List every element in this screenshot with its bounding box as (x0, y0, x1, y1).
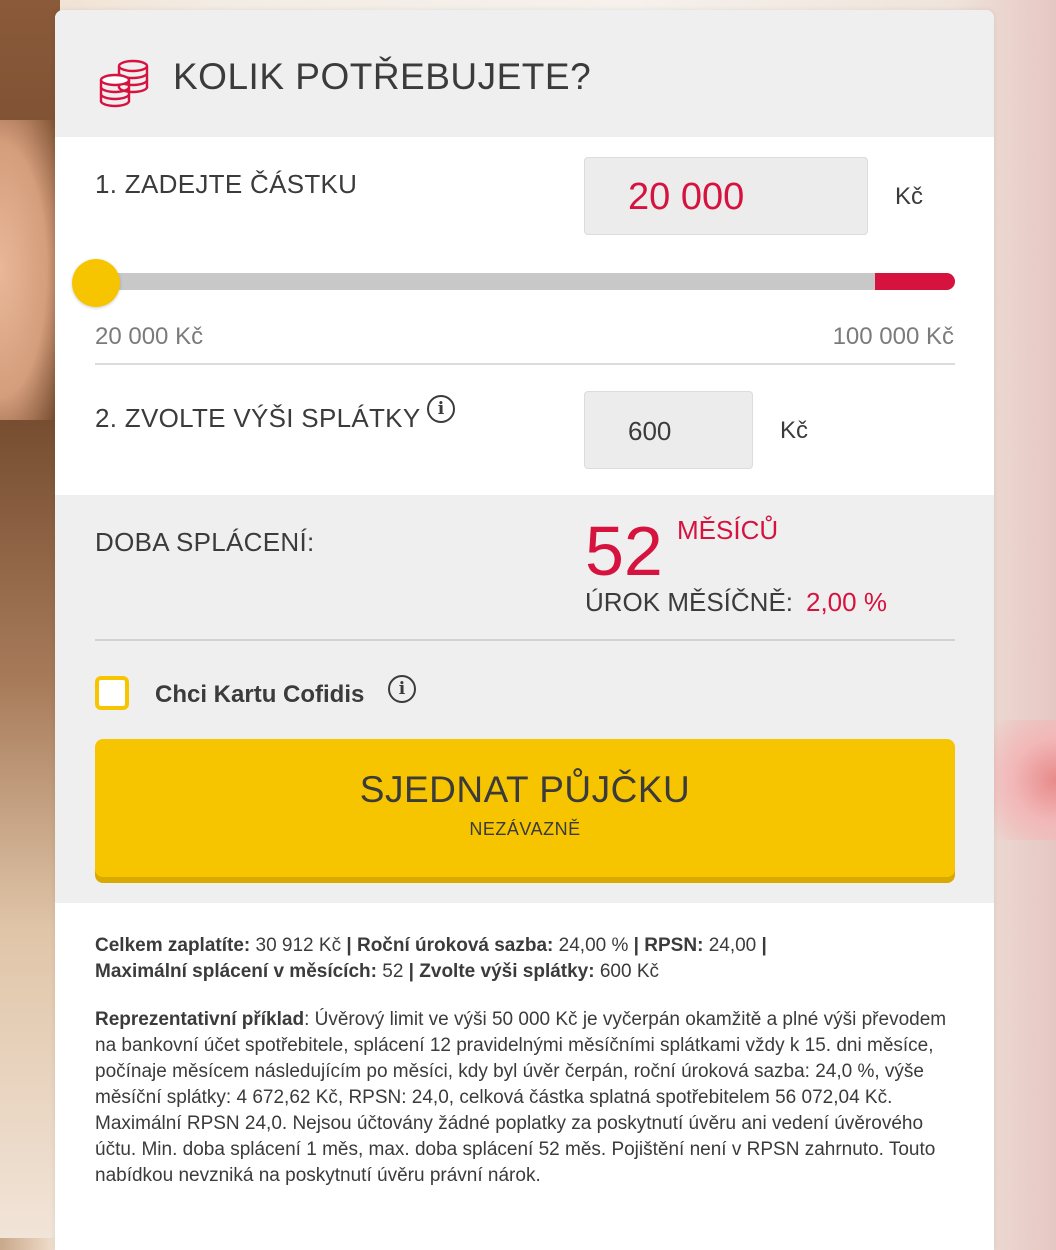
arrange-loan-button-label: SJEDNAT PŮJČKU (359, 769, 691, 810)
representative-example (95, 1007, 954, 1189)
duration-months-value: 52 (585, 512, 663, 590)
amount-slider-end (875, 273, 955, 290)
arrange-loan-button-sublabel: NEZÁVAZNĚ (469, 819, 581, 839)
info-icon[interactable]: i (427, 395, 455, 423)
installment-input[interactable]: 600 (584, 391, 753, 469)
calculator-title: KOLIK POTŘEBUJETE? (173, 56, 592, 97)
installment-section (55, 365, 994, 495)
card-cofidis-label[interactable]: Chci Kartu Cofidis (155, 681, 365, 708)
monthly-rate-value: 2,00 % (806, 587, 887, 617)
monthly-rate-label: ÚROK MĚSÍČNĚ: (585, 587, 794, 617)
coins-icon (97, 54, 153, 110)
duration-label: DOBA SPLÁCENÍ: (95, 527, 315, 557)
amount-slider-handle[interactable] (72, 259, 120, 307)
summary-line: Celkem zaplatíte: 30 912 Kč | Roční úroková sazba: 24,00 % | RPSN: 24,00 | Maximální splácení v měsících: 52 | Zvolte výši splátky: 600 Kč (95, 935, 767, 982)
duration-months-unit: MĚSÍCŮ (677, 515, 779, 545)
amount-input[interactable]: 20 000 (584, 157, 868, 235)
info-icon[interactable]: i (388, 675, 416, 703)
background-photo-face (0, 120, 55, 420)
loan-calculator-card (55, 10, 994, 1250)
installment-currency: Kč (780, 417, 809, 444)
amount-slider-track[interactable] (95, 273, 955, 290)
calculator-header (55, 10, 994, 137)
amount-currency: Kč (895, 183, 924, 210)
slider-min-label: 20 000 Kč (95, 323, 204, 350)
duration-section (55, 495, 994, 641)
background-photo-shape (994, 720, 1056, 840)
representative-example-text: : Úvěrový limit ve výši 50 000 Kč je vyčerpán okamžitě a plné výši převodem na bankovní účet spotřebitele, splácení 12 pravidelnými měsíčními splátkami vždy k 15. dni měsíce, počínaje měsícem následujícím po měsíci, kdy byl úvěr čerpán, roční úroková sazba: 24,0 %, výše měsíční splátky: 4 672,62 Kč, RPSN: 24,0, celková částka splatná spotřebitelem 56 072,04 Kč. Maximální RPSN 24,0. Nejsou účtovány žádné poplatky za poskytnutí úvěru ani vedení úvěrového účtu. Min. doba splácení 1 měs, max. doba splácení 52 měs. Pojištění není v RPSN zahrnuto. Touto nabídkou nevzniká na poskytnutí úvěru právní nárok. (95, 1009, 947, 1186)
representative-example-label: Reprezentativní příklad (95, 1009, 305, 1030)
legal-info (55, 903, 994, 1189)
action-section (55, 641, 994, 903)
slider-max-label: 100 000 Kč (832, 323, 954, 350)
amount-label: 1. ZADEJTE ČÁSTKU (95, 169, 358, 199)
card-cofidis-checkbox[interactable] (95, 676, 129, 710)
installment-label: 2. ZVOLTE VÝŠI SPLÁTKY (95, 403, 421, 433)
arrange-loan-button[interactable] (95, 739, 955, 877)
